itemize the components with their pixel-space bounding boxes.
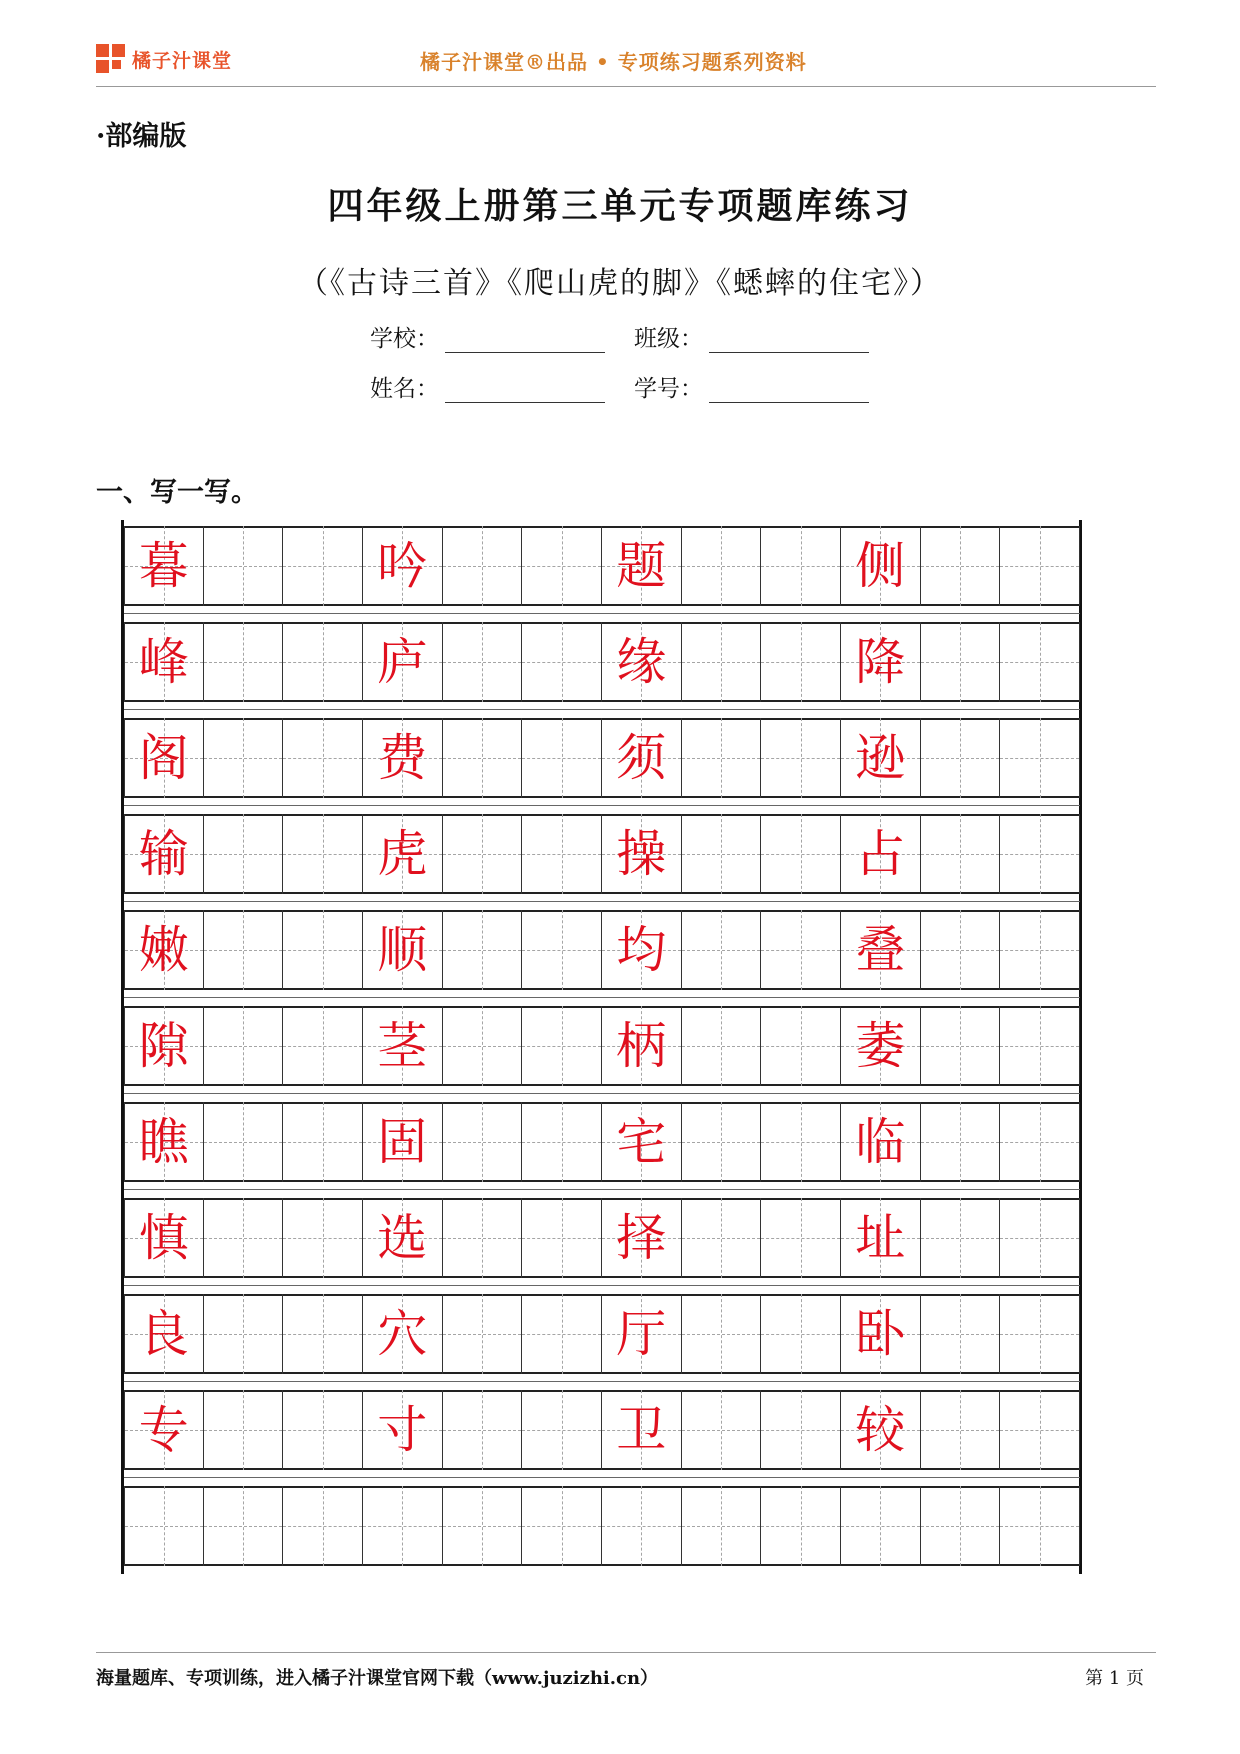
writing-cell[interactable] (761, 1486, 841, 1566)
writing-cell[interactable] (204, 910, 284, 990)
writing-cell[interactable] (921, 1006, 1001, 1086)
writing-cell[interactable] (921, 1390, 1001, 1470)
writing-cell[interactable] (204, 718, 284, 798)
row-gap (124, 1086, 1080, 1102)
model-character: 嫩 (138, 921, 189, 979)
model-character: 卧 (855, 1305, 906, 1363)
writing-cell[interactable] (443, 814, 523, 894)
writing-cell[interactable] (443, 1390, 523, 1470)
writing-cell[interactable] (921, 718, 1001, 798)
model-character: 瞧 (138, 1113, 189, 1171)
row-gap (124, 606, 1080, 622)
writing-cell[interactable] (443, 622, 523, 702)
writing-cell[interactable] (921, 1198, 1001, 1278)
writing-cell[interactable] (283, 1198, 363, 1278)
grid-row (124, 718, 1080, 798)
school-label: 学校： (370, 326, 439, 352)
writing-cell[interactable] (682, 718, 762, 798)
writing-cell[interactable] (1000, 1390, 1080, 1470)
writing-cell[interactable] (363, 1486, 443, 1566)
writing-cell[interactable] (682, 1198, 762, 1278)
writing-cell[interactable] (283, 1006, 363, 1086)
writing-grid (124, 520, 1080, 1574)
writing-cell[interactable] (443, 526, 523, 606)
model-character: 选 (377, 1209, 428, 1267)
model-character: 专 (138, 1401, 189, 1459)
writing-cell[interactable] (124, 1390, 204, 1470)
writing-cell[interactable] (841, 1102, 921, 1182)
row-gap (124, 990, 1080, 1006)
writing-cell[interactable] (363, 1102, 443, 1182)
writing-cell[interactable] (522, 526, 602, 606)
writing-cell[interactable] (522, 1390, 602, 1470)
model-character: 缘 (616, 633, 667, 691)
writing-cell[interactable] (682, 1390, 762, 1470)
writing-cell[interactable] (204, 622, 284, 702)
model-character: 降 (855, 633, 906, 691)
writing-cell[interactable] (522, 1198, 602, 1278)
writing-cell[interactable] (841, 526, 921, 606)
grid-row (124, 814, 1080, 894)
writing-cell[interactable] (761, 1198, 841, 1278)
writing-cell[interactable] (602, 910, 682, 990)
name-field[interactable] (370, 370, 605, 403)
writing-cell[interactable] (522, 1486, 602, 1566)
writing-cell[interactable] (363, 910, 443, 990)
model-character: 庐 (377, 633, 428, 691)
writing-cell[interactable] (682, 1102, 762, 1182)
writing-cell[interactable] (1000, 1486, 1080, 1566)
model-character: 阁 (138, 729, 189, 787)
row-gap (124, 798, 1080, 814)
writing-cell[interactable] (761, 1294, 841, 1374)
model-character: 峰 (138, 633, 189, 691)
row-gap (124, 1374, 1080, 1390)
writing-cell[interactable] (363, 622, 443, 702)
writing-cell[interactable] (363, 1006, 443, 1086)
writing-cell[interactable] (602, 1294, 682, 1374)
model-character: 慎 (138, 1209, 189, 1267)
writing-cell[interactable] (124, 718, 204, 798)
header-divider (96, 86, 1156, 87)
model-character: 隙 (138, 1017, 189, 1075)
number-blank[interactable] (709, 380, 869, 403)
model-character: 固 (377, 1113, 428, 1171)
row-gap (124, 894, 1080, 910)
writing-cell[interactable] (602, 1006, 682, 1086)
writing-cell[interactable] (841, 1390, 921, 1470)
writing-cell[interactable] (841, 622, 921, 702)
writing-cell[interactable] (761, 1006, 841, 1086)
writing-cell[interactable] (283, 1390, 363, 1470)
model-character: 费 (377, 729, 428, 787)
model-character: 侧 (855, 537, 906, 595)
writing-cell[interactable] (363, 526, 443, 606)
model-character: 暮 (138, 537, 189, 595)
school-blank[interactable] (445, 330, 605, 353)
model-character: 柄 (616, 1017, 667, 1075)
grid-row (124, 1198, 1080, 1278)
writing-cell[interactable] (921, 1486, 1001, 1566)
writing-cell[interactable] (1000, 718, 1080, 798)
footer-divider (96, 1652, 1156, 1653)
model-character (363, 1486, 442, 1566)
writing-cell[interactable] (1000, 526, 1080, 606)
writing-cell[interactable] (682, 622, 762, 702)
writing-cell[interactable] (682, 526, 762, 606)
writing-cell[interactable] (522, 1006, 602, 1086)
writing-cell[interactable] (921, 1294, 1001, 1374)
writing-cell[interactable] (522, 814, 602, 894)
writing-cell[interactable] (841, 910, 921, 990)
model-character: 较 (855, 1401, 906, 1459)
writing-cell[interactable] (204, 1198, 284, 1278)
grid-row (124, 1486, 1080, 1566)
writing-cell[interactable] (124, 1102, 204, 1182)
name-blank[interactable] (445, 380, 605, 403)
writing-cell[interactable] (921, 1102, 1001, 1182)
number-field[interactable] (634, 370, 869, 403)
class-label: 班级： (634, 326, 703, 352)
model-character: 卫 (616, 1401, 667, 1459)
model-character: 择 (616, 1209, 667, 1267)
writing-cell[interactable] (522, 1102, 602, 1182)
writing-cell[interactable] (443, 1102, 523, 1182)
writing-cell[interactable] (761, 718, 841, 798)
writing-cell[interactable] (283, 1294, 363, 1374)
writing-cell[interactable] (1000, 814, 1080, 894)
writing-cell[interactable] (522, 1294, 602, 1374)
model-character: 宅 (616, 1113, 667, 1171)
writing-cell[interactable] (1000, 910, 1080, 990)
writing-cell[interactable] (124, 1294, 204, 1374)
writing-cell[interactable] (124, 622, 204, 702)
writing-cell[interactable] (761, 1102, 841, 1182)
page-header (0, 0, 1240, 90)
model-character: 叠 (855, 921, 906, 979)
model-character: 萎 (855, 1017, 906, 1075)
model-character: 厅 (616, 1305, 667, 1363)
writing-cell[interactable] (841, 718, 921, 798)
writing-cell[interactable] (841, 1006, 921, 1086)
writing-cell[interactable] (443, 1006, 523, 1086)
writing-cell[interactable] (522, 910, 602, 990)
writing-cell[interactable] (204, 1102, 284, 1182)
writing-cell[interactable] (602, 1486, 682, 1566)
edition-label: ·部编版 (96, 121, 187, 152)
writing-cell[interactable] (204, 814, 284, 894)
writing-cell[interactable] (283, 1102, 363, 1182)
writing-cell[interactable] (204, 1294, 284, 1374)
model-character: 逊 (855, 729, 906, 787)
page-subtitle: （《古诗三首》《爬山虎的脚》《蟋蟀的住宅》） (298, 266, 942, 301)
writing-cell[interactable] (124, 1198, 204, 1278)
logo-icon (96, 44, 126, 74)
writing-cell[interactable] (1000, 1006, 1080, 1086)
writing-cell[interactable] (1000, 1102, 1080, 1182)
writing-cell[interactable] (204, 1486, 284, 1566)
writing-cell[interactable] (682, 814, 762, 894)
model-character: 输 (138, 825, 189, 883)
writing-cell[interactable] (921, 814, 1001, 894)
class-field[interactable] (634, 320, 869, 353)
grid-row (124, 1102, 1080, 1182)
grid-row (124, 526, 1080, 606)
model-character: 须 (616, 729, 667, 787)
writing-cell[interactable] (602, 814, 682, 894)
row-gap (124, 1470, 1080, 1486)
model-character: 题 (616, 537, 667, 595)
section-title: 一、写一写。 (96, 477, 258, 508)
writing-cell[interactable] (602, 718, 682, 798)
model-character: 均 (616, 921, 667, 979)
model-character (841, 1486, 920, 1566)
writing-cell[interactable] (363, 1294, 443, 1374)
writing-cell[interactable] (761, 814, 841, 894)
writing-cell[interactable] (921, 622, 1001, 702)
writing-cell[interactable] (841, 814, 921, 894)
writing-cell[interactable] (682, 1006, 762, 1086)
writing-cell[interactable] (283, 718, 363, 798)
model-character (602, 1486, 681, 1566)
writing-cell[interactable] (522, 718, 602, 798)
writing-cell[interactable] (761, 526, 841, 606)
writing-cell[interactable] (124, 1486, 204, 1566)
writing-cell[interactable] (522, 622, 602, 702)
writing-cell[interactable] (761, 622, 841, 702)
writing-cell[interactable] (363, 1390, 443, 1470)
writing-cell[interactable] (443, 1198, 523, 1278)
logo-text: 橘子汁课堂 (132, 50, 233, 72)
writing-cell[interactable] (363, 718, 443, 798)
writing-cell[interactable] (283, 526, 363, 606)
writing-cell[interactable] (602, 1102, 682, 1182)
model-character: 良 (138, 1305, 189, 1363)
writing-cell[interactable] (682, 1294, 762, 1374)
writing-cell[interactable] (363, 814, 443, 894)
name-label: 姓名： (370, 376, 439, 402)
writing-cell[interactable] (124, 910, 204, 990)
class-blank[interactable] (709, 330, 869, 353)
writing-cell[interactable] (283, 1486, 363, 1566)
grid-row (124, 1390, 1080, 1470)
row-gap (124, 702, 1080, 718)
writing-cell[interactable] (443, 718, 523, 798)
model-character: 占 (855, 825, 906, 883)
writing-cell[interactable] (602, 622, 682, 702)
writing-cell[interactable] (841, 1294, 921, 1374)
header-title: 橘子汁课堂®出品 • 专项练习题系列资料 (420, 50, 807, 74)
number-label: 学号： (634, 376, 703, 402)
writing-cell[interactable] (1000, 622, 1080, 702)
page-title: 四年级上册第三单元专项题库练习 (327, 185, 913, 227)
row-gap (124, 1182, 1080, 1198)
model-character (125, 1486, 203, 1566)
writing-cell[interactable] (602, 526, 682, 606)
writing-cell[interactable] (1000, 1294, 1080, 1374)
writing-cell[interactable] (761, 910, 841, 990)
row-gap (124, 1278, 1080, 1294)
model-character: 虎 (377, 825, 428, 883)
model-character: 吟 (377, 537, 428, 595)
writing-cell[interactable] (124, 814, 204, 894)
writing-cell[interactable] (204, 1390, 284, 1470)
model-character: 寸 (377, 1401, 428, 1459)
writing-cell[interactable] (283, 814, 363, 894)
writing-cell[interactable] (761, 1390, 841, 1470)
writing-cell[interactable] (1000, 1198, 1080, 1278)
grid-row (124, 1006, 1080, 1086)
grid-row (124, 622, 1080, 702)
writing-cell[interactable] (124, 526, 204, 606)
page-number: 第 1 页 (1085, 1668, 1144, 1689)
writing-cell[interactable] (283, 910, 363, 990)
model-character: 址 (855, 1209, 906, 1267)
writing-cell[interactable] (283, 622, 363, 702)
model-character: 操 (616, 825, 667, 883)
model-character: 顺 (377, 921, 428, 979)
writing-cell[interactable] (124, 1006, 204, 1086)
writing-cell[interactable] (602, 1198, 682, 1278)
writing-cell[interactable] (204, 526, 284, 606)
footer-text: 海量题库、专项训练，进入橘子汁课堂官网下载（www.juzizhi.cn） (96, 1668, 659, 1689)
writing-cell[interactable] (682, 910, 762, 990)
writing-cell[interactable] (443, 1486, 523, 1566)
writing-cell[interactable] (841, 1486, 921, 1566)
writing-cell[interactable] (602, 1390, 682, 1470)
writing-cell[interactable] (443, 910, 523, 990)
writing-cell[interactable] (682, 1486, 762, 1566)
writing-cell[interactable] (443, 1294, 523, 1374)
writing-cell[interactable] (363, 1198, 443, 1278)
writing-cell[interactable] (204, 1006, 284, 1086)
grid-row (124, 910, 1080, 990)
model-character: 穴 (377, 1305, 428, 1363)
model-character: 临 (855, 1113, 906, 1171)
writing-cell[interactable] (921, 526, 1001, 606)
school-field[interactable] (370, 320, 605, 353)
writing-cell[interactable] (841, 1198, 921, 1278)
model-character: 茎 (377, 1017, 428, 1075)
grid-row (124, 1294, 1080, 1374)
writing-cell[interactable] (921, 910, 1001, 990)
